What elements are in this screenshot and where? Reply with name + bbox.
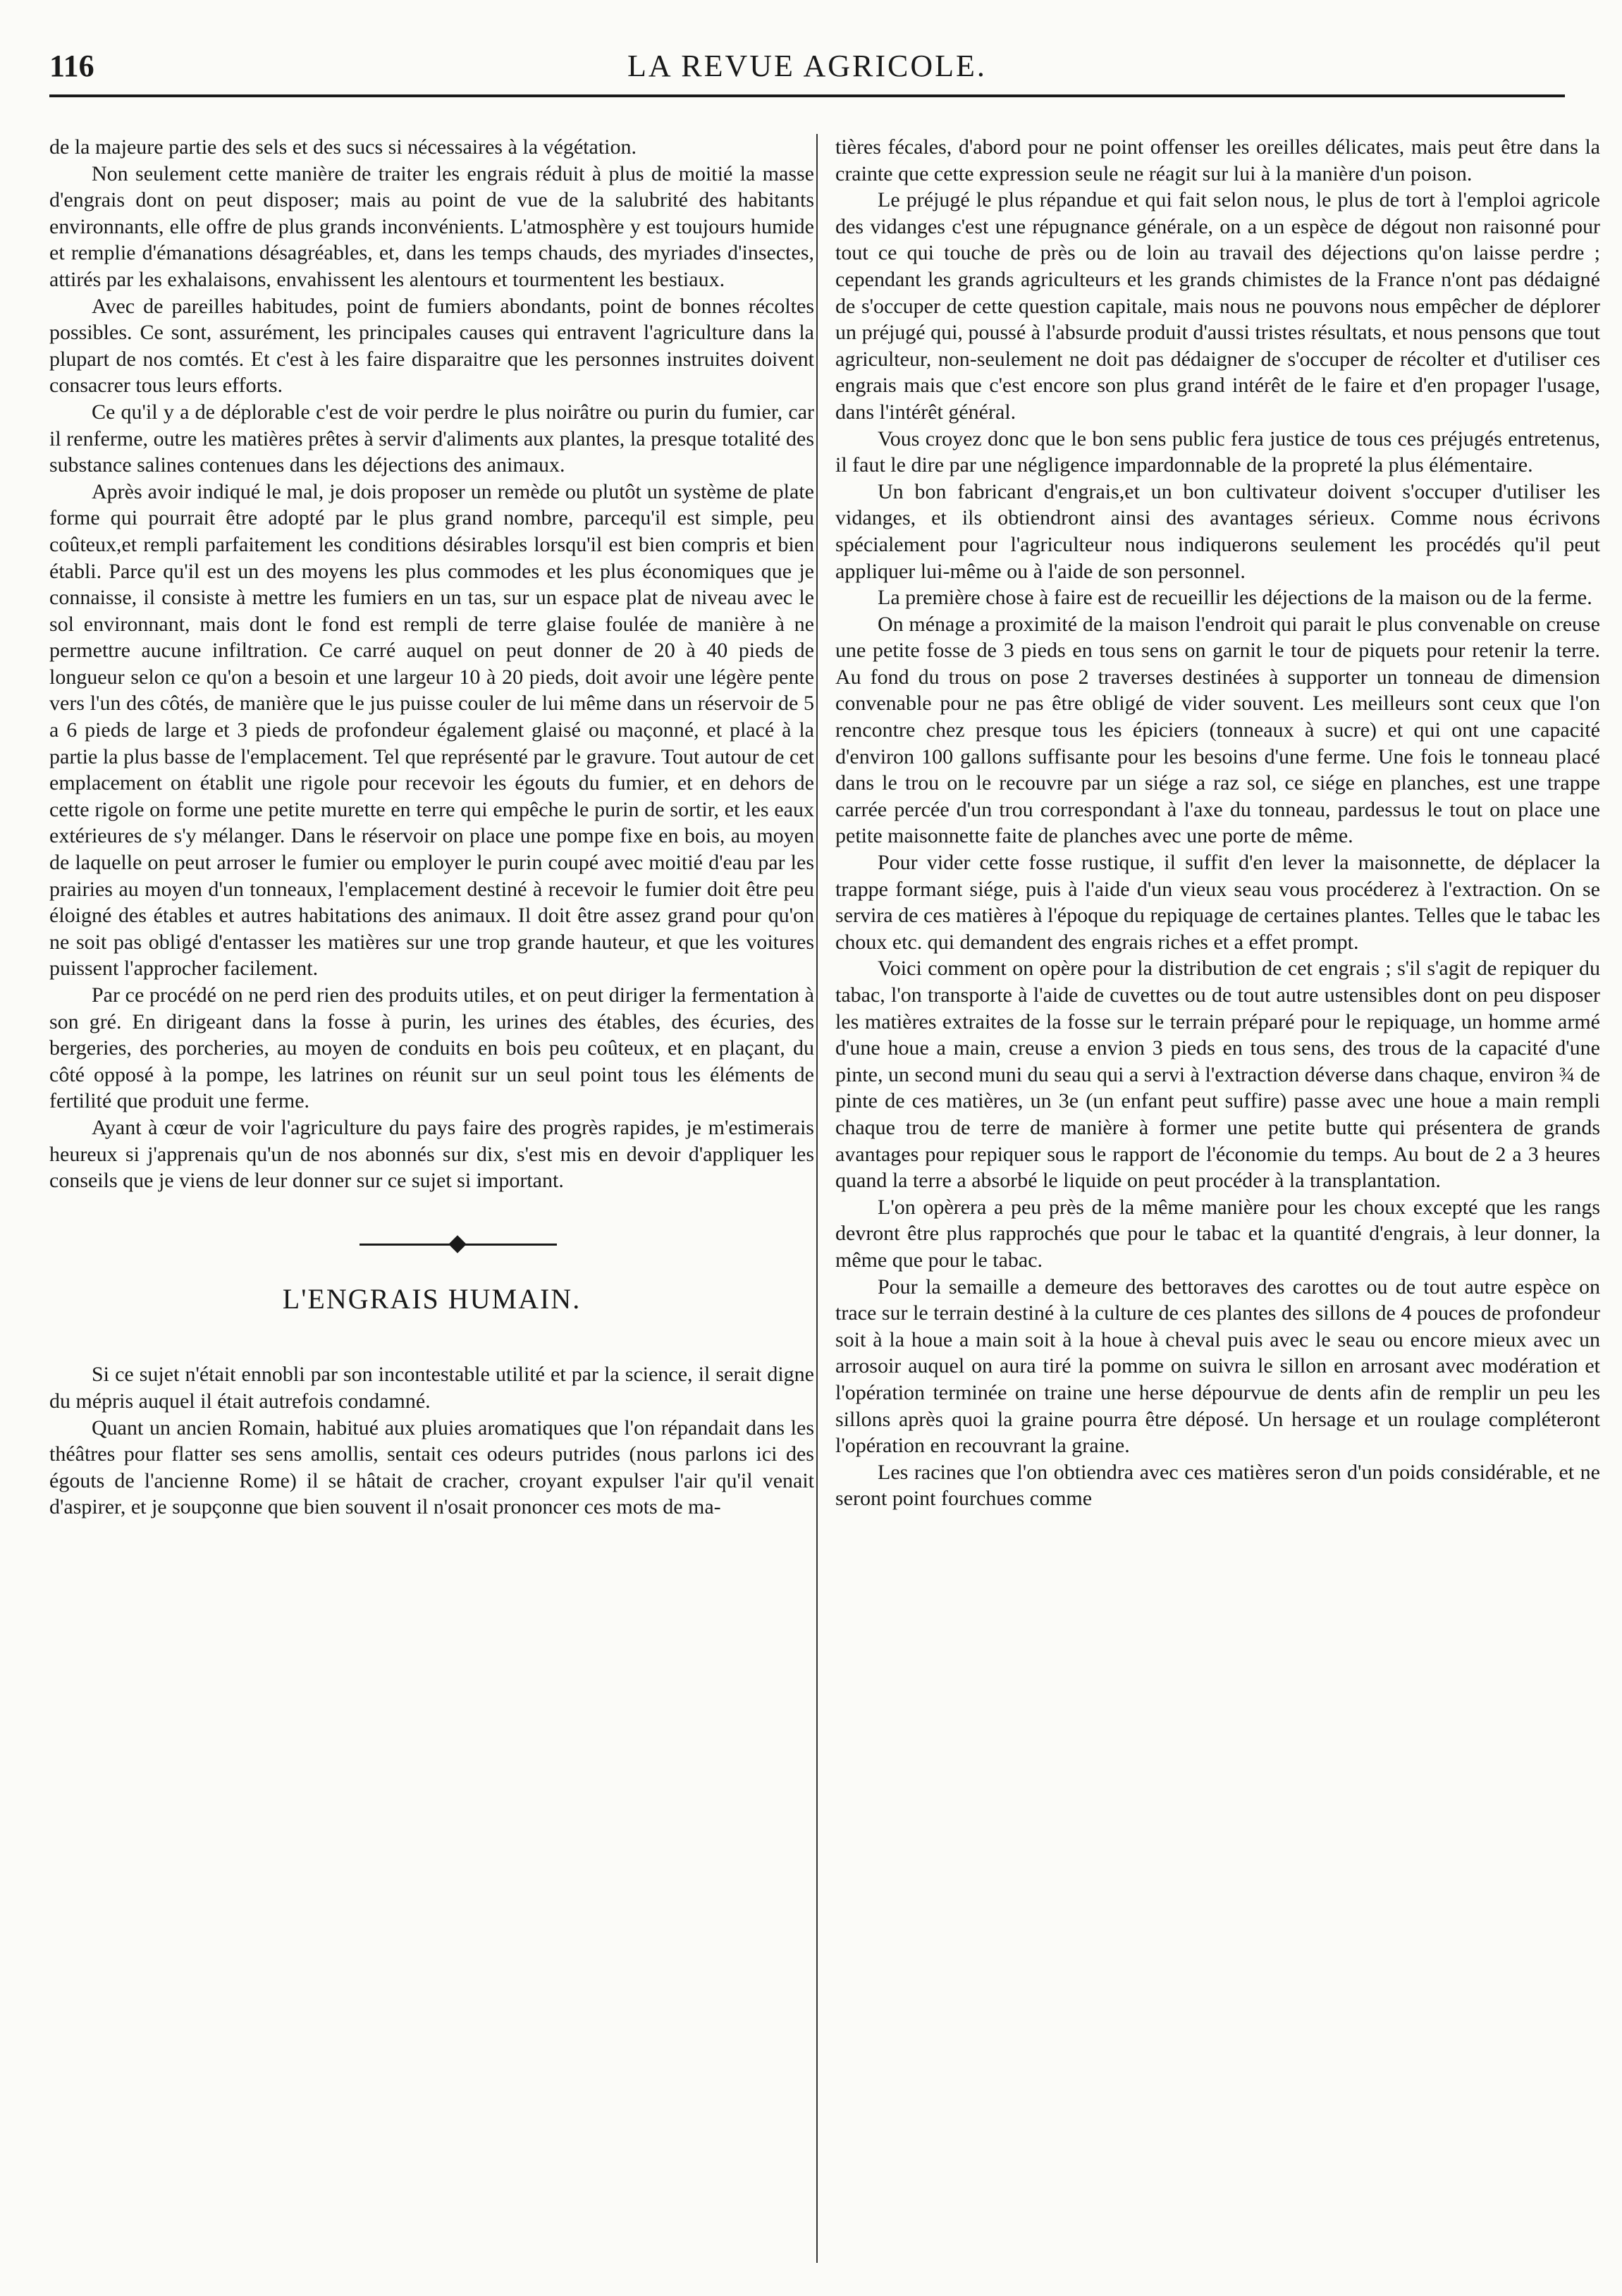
- section-divider-ornament: [49, 1194, 814, 1279]
- paragraph: Non seulement cette manière de traiter les engrais réduit à plus de moitié la masse d'engrais dont on peut disposer; mais au point de vue de la salubrité des habitants environnants, elle offre de plus grands inconvénients. L'atmosphère y est toujours humide et remplie d'émanations désagréables, et, dans les temps chauds, des myriades d'insectes, attirés par les exhalaisons, envahissent les alentours et tourmentent les bestiaux.: [49, 161, 814, 291]
- paragraph: Si ce sujet n'était ennobli par son incontestable utilité et par la science, il serait digne du mépris auquel il était autrefois condamné.: [49, 1363, 814, 1413]
- paragraph: Les racines que l'on obtiendra avec ces matières seron d'un poids considérable, et ne seront point fourchues comme: [835, 1460, 1600, 1511]
- paragraph: On ménage a proximité de la maison l'endroit qui parait le plus convenable on creuse une petite fosse de 3 pieds en tous sens on garnit le tour de piquets pour retenir la terre. Au fond du trous on pose 2 traverses destinées à supporter un tonneau de dimension convenable pour ne pas être obligé de vider souvent. Les meilleurs sont ceux que l'on rencontre chez presque tous les épiciers (tonneaux à sucre) et qui ont une capacité d'environ 100 gallons suffisante pour les besoins d'une ferme. Une fois le tonneau placé dans le trou on le recouvre par un siége a raz sol, ce siége en planches, est une trappe carrée percée d'un trou correspondant à l'axe du tonneau, pardessus le tout on place une petite maisonnette faite de planches avec une porte de même.: [835, 612, 1600, 848]
- paragraph: La première chose à faire est de recueillir les déjections de la maison ou de la ferme.: [878, 586, 1592, 610]
- paragraph: Quant un ancien Romain, habitué aux pluies aromatiques que l'on répandait dans les théâtres pour flatter ses sens amollis, sentait ces odeurs putrides (nous parlons ici des égouts de l'ancienne Rome) il se hâtait de cracher, croyant expulser l'air qu'il venait d'aspirer, et je soupçonne que bien souvent il n'osait prononcer ces mots de ma-: [49, 1416, 814, 1519]
- paragraph: Avec de pareilles habitudes, point de fumiers abondants, point de bonnes récoltes possibles. Ce sont, assurément, les principales causes qui entravent l'agriculture dans la plupart de nos comtés. Et c'est à les faire disparaitre que les personnes instruites doivent consacrer tous leurs efforts.: [49, 294, 814, 398]
- paragraph: Ce qu'il y a de déplorable c'est de voir perdre le plus noirâtre ou purin du fumier, car il renferme, outre les matières prêtes à servir d'aliments aux plantes, la presque totalité des substance salines contenues dans les déjections des animaux.: [49, 400, 814, 477]
- paragraph: Pour la semaille a demeure des bettoraves des carottes ou de tout autre espèce on trace sur le terrain destiné à la culture de ces plantes des sillons de 4 pouces de profondeur soit à la houe a main soit à la houe à cheval puis avec le seau ou encore mieux avec un arrosoir auquel on aura tiré la pomme on suivra le sillon en arrosant avec modération et l'opération terminée on traine une herse dépourvue de dents afin de remplir un peu les sillons après quoi la graine pourra être déposé. Un hersage et un roulage compléteront l'opération en recouvrant la graine.: [835, 1275, 1600, 1458]
- section-title: L'ENGRAIS HUMAIN.: [282, 1282, 582, 1315]
- paragraph: Vous croyez donc que le bon sens public fera justice de tous ces préjugés entretenus, il faut le dire par une négligence impardonnable de la propreté la plus élémentaire.: [835, 426, 1600, 477]
- right-column: [835, 134, 1600, 1512]
- paragraph: Par ce procédé on ne perd rien des produits utiles, et on peut diriger la fermentation à son gré. En dirigeant dans la fosse à purin, les urines des étables, des écuries, des bergeries, des porcheries, au moyen de conduits en bois peu coûteux, et en plaçant, du côté opposé à la pompe, les latrines on réunit sur un seul point tous les éléments de fertilité que produit une ferme.: [49, 983, 814, 1113]
- paragraph: Le préjugé le plus répandue et qui fait selon nous, le plus de tort à l'emploi agricole des vidanges c'est une répugnance générale, on a un espèce de dégout non raisonné pour tout ce qui touche de près ou de loin au travail des déjections qu'on laisse perdre ; cependant les grands agriculteurs et les grands chimistes de la France n'ont pas dédaigné de s'occuper de cette question capitale, mais nous ne pouvons nous empêcher de déplorer un préjugé qui, poussé à l'absurde produit d'aussi tristes résultats, et nous pensons que tout agriculteur, non-seulement ne doit pas dédaigner de s'occuper de récolter et d'utiliser ces engrais mais que c'est encore son plus grand intérêt de le faire et d'en propager l'usage, dans l'intérêt général.: [835, 188, 1600, 424]
- paragraph: Pour vider cette fosse rustique, il suffit d'en lever la maisonnette, de déplacer la trappe formant siége, puis à l'aide d'un vieux seau vous procéderez à l'extraction. On se servira de ces matières à l'époque du repiquage de certaines plantes. Telles que le tabac les choux etc. qui demandent des engrais riches et a effet prompt.: [835, 851, 1600, 954]
- page-number: 116: [49, 49, 94, 83]
- page-header: [49, 45, 1565, 97]
- paragraph: Un bon fabricant d'engrais,et un bon cultivateur doivent s'occuper d'utiliser les vidanges, et ils obtiendront ainsi des avantages sérieux. Comme nous écrivons spécialement pour l'agriculteur nous indiquerons seulement les procédés qu'il peut appliquer lui-même ou à l'aide de son personnel.: [835, 479, 1600, 583]
- paragraph: de la majeure partie des sels et des sucs si nécessaires à la végétation.: [49, 135, 637, 159]
- diamond-ornament-icon: [448, 1235, 466, 1253]
- paragraph: tières fécales, d'abord pour ne point offenser les oreilles délicates, mais peut être dans la crainte que cette expression seule ne réagit sur lui à la manière d'un poison.: [835, 135, 1600, 185]
- paragraph: L'on opèrera a peu près de la même manière pour les choux excepté que les rangs devront être plus rapprochés que pour le tabac et la quantité d'engrais, à leur donner, la même que pour le tabac.: [835, 1195, 1600, 1272]
- left-column: [49, 134, 814, 1521]
- paragraph: Ayant à cœur de voir l'agriculture du pays faire des progrès rapides, je m'estimerais heureux si j'apprenais qu'un de nos abonnés sur dix, s'est mis en devoir d'appliquer les conseils que je viens de leur donner sur ce sujet si important.: [49, 1115, 814, 1193]
- paragraph: Après avoir indiqué le mal, je dois proposer un remède ou plutôt un système de plate forme qui pourrait être adopté par le plus grand nombre, parcequ'il est simple, peu coûteux,et rempli parfaitement les conditions désirables lorsqu'il est bien compris et bien établi. Parce qu'il est un des moyens les plus commodes et les plus économiques que je connaisse, il consiste à mettre les fumiers en un tas, sur un espace plat de niveau avec le sol environnant, mais dont le fond est rempli de terre glaise foulée de manière à ne permettre aucune infiltration. Ce carré auquel on peut donner de 20 à 40 pieds de longueur selon ce qu'on a besoin et une largeur 10 à 20 pieds, doit avoir une légère pente vers l'un des côtés, de manière que le jus puisse couler de lui même dans un réservoir de 5 a 6 pieds de large et 3 pieds de profondeur également glaisé ou maçonné, et placé à la partie la plus basse de l'emplacement. Tel que représenté par le gravure. Tout autour de cet emplacement on établit une rigole pour recevoir les égouts du fumier, et en dehors de cette rigole on forme une petite murette en terre qui empêche le purin de sortir, et les eaux extérieures de s'y mélanger. Dans le réservoir on place une pompe fixe en bois, au moyen de laquelle on peut arroser le fumier ou employer le purin coupé avec moitié d'eau par les prairies au moyen d'un tonneaux, l'emplacement destiné à recevoir le fumier doit être peu éloigné des étables et autres habitations des animaux. Il doit être assez grand pour qu'on ne soit pas obligé d'entasser les matières sur une trop grande hauteur, et que les voitures puissent l'approcher facilement.: [49, 479, 814, 981]
- column-divider: [816, 134, 818, 2263]
- paragraph: Voici comment on opère pour la distribution de cet engrais ; s'il s'agit de repiquer du tabac, l'on transporte à l'aide de cuvettes ou de tout autre ustensibles dont on peu disposer les matières extraites de la fosse sur le terrain préparé pour le repiquage, un homme armé d'une houe a main, creuse a envion 3 pieds en tous sens, des trous de la capacité d'une pinte, un second muni du seau qui a servi à l'extraction déverse dans chaque, environ ¾ de pinte de ces matières, un 3e (un enfant peut suffire) passe avec une houe a main rempli chaque trou de terre de manière à former une petite butte qui présentera de grands avantages pour repiquer sous le rapport de l'économie du temps. Au bout de 2 a 3 heures quand la terre a absorbé le liquide on peut procéder à la transplantation.: [835, 957, 1600, 1193]
- journal-title: LA REVUE AGRICOLE.: [627, 49, 987, 83]
